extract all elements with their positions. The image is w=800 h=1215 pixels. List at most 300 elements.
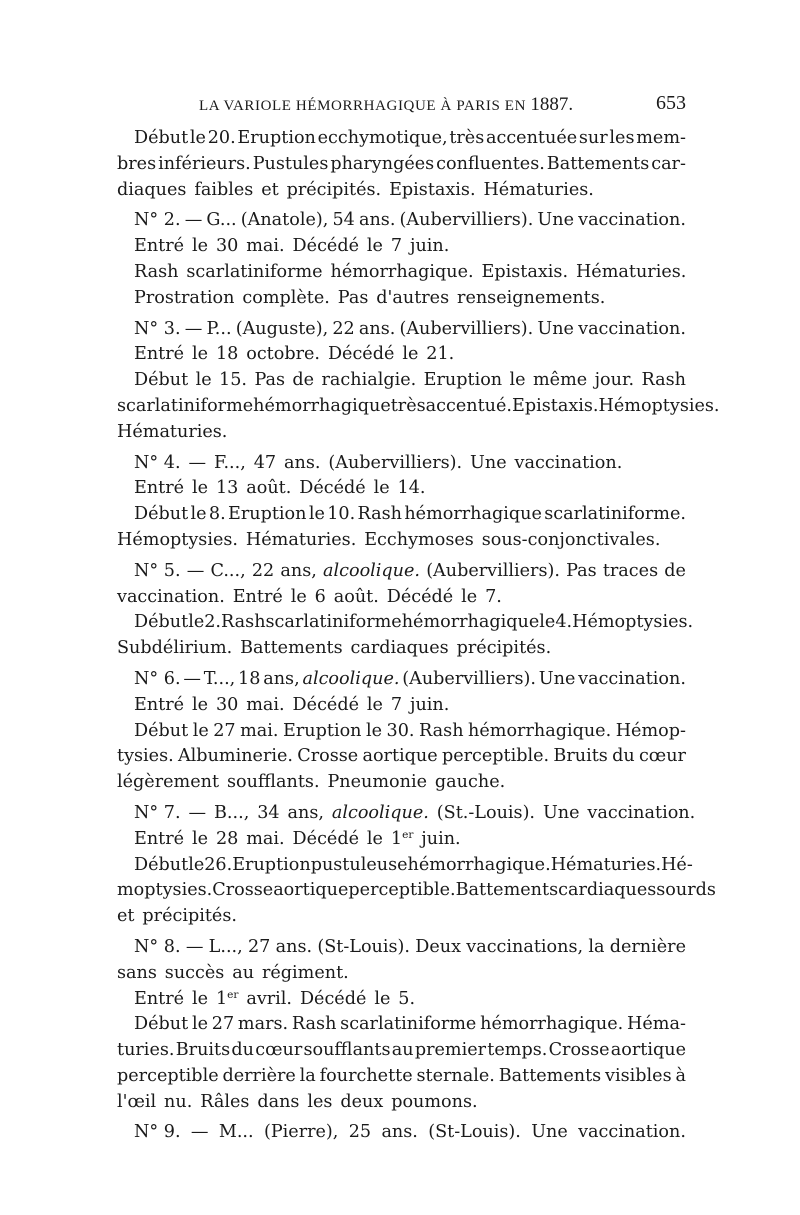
word: cœur <box>638 746 686 767</box>
word: alcoolique. <box>323 560 421 581</box>
text-line <box>117 286 686 312</box>
word: hémorrhagique. <box>407 854 551 875</box>
word: vaccination. <box>514 452 623 473</box>
word: Entré <box>134 344 185 365</box>
running-title-text: LA VARIOLE HÉMORRHAGIQUE À PARIS EN <box>199 98 526 114</box>
word: — <box>185 936 204 957</box>
word: hémorrhagique <box>253 395 391 416</box>
word: diaques <box>117 179 187 200</box>
word: vaccination. <box>578 668 686 689</box>
word: C..., <box>210 560 246 581</box>
running-title <box>199 94 573 116</box>
word: soufflants <box>303 1040 391 1061</box>
word: pustuleuse <box>310 854 408 875</box>
word: la <box>588 936 605 957</box>
word: Décédé <box>299 478 366 499</box>
word: Hématuries. <box>550 854 662 875</box>
word: aortique <box>610 1040 686 1061</box>
word: Début <box>134 720 189 741</box>
word: 47 <box>253 452 277 473</box>
word: Hématuries. <box>117 421 228 442</box>
word: faibles <box>194 179 254 200</box>
word: vaccination. <box>587 802 696 823</box>
word: 27 <box>213 720 236 741</box>
word: Début <box>134 1014 189 1035</box>
word: août. <box>333 586 379 607</box>
word: succès <box>164 962 225 983</box>
word: le <box>189 128 206 148</box>
word: 7 <box>390 694 403 715</box>
text-line <box>117 636 686 662</box>
word: inférieurs. <box>158 153 251 174</box>
word: N° 3. <box>134 318 181 339</box>
word: Eruption <box>423 370 503 391</box>
word: Bruits <box>553 746 608 767</box>
word: Rash <box>419 720 464 741</box>
word: (Aubervilliers). <box>426 560 560 581</box>
word: au <box>232 962 255 983</box>
text-line <box>117 178 686 204</box>
word: Début <box>134 854 189 875</box>
word: pharyngées <box>330 153 435 174</box>
text-line <box>117 904 686 930</box>
word: mem- <box>636 128 686 148</box>
word: mai. <box>240 720 279 741</box>
word: même <box>532 370 588 391</box>
word: alcoolique. <box>331 802 429 823</box>
word: traces <box>602 560 659 581</box>
body-text <box>117 126 720 1146</box>
word: Pas <box>254 370 286 391</box>
word: 30 <box>215 236 239 257</box>
word: T..., <box>203 668 236 689</box>
word: Pas <box>566 560 597 581</box>
word: perceptible. <box>348 880 456 901</box>
text-line <box>117 585 686 611</box>
word: Bruits <box>175 1040 231 1061</box>
word: 7 <box>390 236 403 257</box>
word: scarlatiniforme. <box>544 504 686 525</box>
text-line <box>117 234 686 260</box>
text-line <box>117 1090 686 1116</box>
word: cardiaques <box>350 638 449 659</box>
word: le <box>509 370 526 391</box>
text-line <box>117 1012 686 1038</box>
word: le <box>188 612 205 633</box>
word: Albuminerie. <box>177 746 293 767</box>
word: le <box>461 586 478 607</box>
word: Pas <box>337 287 369 308</box>
word: ecchymotique, <box>317 128 448 148</box>
text-line <box>117 610 694 636</box>
word: (St-Louis). <box>317 936 410 957</box>
word: Hé- <box>661 854 693 875</box>
word: la <box>299 1065 316 1086</box>
word: (Aubervilliers). <box>399 210 534 231</box>
text-line <box>117 878 716 904</box>
word: aortique <box>273 880 349 901</box>
word: 6 <box>314 586 326 607</box>
word: ans. <box>381 1122 418 1143</box>
word: Rash <box>641 370 686 391</box>
word: Hémoptysies. <box>117 529 238 550</box>
word: de <box>664 560 686 581</box>
text-line <box>117 502 686 528</box>
word: Rash <box>134 261 179 282</box>
word: — <box>190 1122 209 1143</box>
word: hémorrhagique. <box>480 1014 624 1035</box>
word: le <box>191 694 209 715</box>
case-heading-line <box>117 667 686 693</box>
word: Début <box>134 504 189 525</box>
word: turies. <box>117 1040 175 1061</box>
word: mai. <box>246 828 285 849</box>
word: 22 <box>251 560 275 581</box>
word: Battements <box>546 153 650 174</box>
word: gauche. <box>434 772 506 793</box>
word: scarlatiniforme <box>340 1014 477 1035</box>
word: sous-conjonctivales. <box>481 529 661 550</box>
word: le <box>191 478 209 499</box>
word: car- <box>651 153 686 174</box>
text-line <box>117 368 686 394</box>
word: précipités. <box>286 179 382 200</box>
word: juin. <box>421 828 461 849</box>
word: (St-Louis). <box>428 1122 521 1143</box>
word: dans <box>257 1091 300 1112</box>
word: vaccination. <box>578 1122 686 1143</box>
word: (Aubervilliers). <box>402 668 536 689</box>
word: M... <box>218 1122 254 1143</box>
word: le <box>191 988 209 1009</box>
word: Eruption <box>283 720 362 741</box>
word: août. <box>246 478 292 499</box>
case-heading-line <box>117 317 686 343</box>
text-line <box>117 260 686 286</box>
word: Hématuries. <box>245 529 357 550</box>
word: Pustules <box>252 153 329 174</box>
word: le <box>539 612 556 633</box>
word: fourchette <box>319 1065 413 1086</box>
word: 10. <box>327 504 356 525</box>
word: bres <box>117 153 157 174</box>
word: 15. <box>219 370 248 391</box>
word: ans, <box>263 668 300 689</box>
word: moptysies. <box>117 880 213 901</box>
word: 2. <box>204 612 222 633</box>
word: Début <box>134 128 189 148</box>
word: sternale. <box>416 1065 495 1086</box>
text-line <box>117 394 720 420</box>
word: Epistaxis. <box>389 179 476 200</box>
word: très <box>449 128 485 148</box>
word: Entré <box>134 988 185 1009</box>
word: P... <box>206 318 232 339</box>
word: scarlatiniforme <box>186 261 323 282</box>
word: 30. <box>386 720 415 741</box>
word: 26. <box>204 854 233 875</box>
word: Crosse <box>212 880 274 901</box>
text-line <box>117 420 686 446</box>
case-heading-line <box>117 1120 686 1146</box>
word: derrière <box>222 1065 296 1086</box>
word: Eruption <box>228 504 307 525</box>
text-line <box>117 719 686 745</box>
word: soufflants. <box>226 772 320 793</box>
word: 14. <box>397 478 426 499</box>
word: Crosse <box>297 746 359 767</box>
word: le <box>191 1014 208 1035</box>
word: le <box>192 720 209 741</box>
word: (Aubervilliers). <box>399 318 534 339</box>
word: 1er <box>215 988 239 1009</box>
word: ans, <box>280 560 317 581</box>
word: le <box>191 344 209 365</box>
word: (St.-Louis). <box>436 802 536 823</box>
word: 27 <box>247 936 271 957</box>
word: le <box>195 370 212 391</box>
word: ans. <box>275 936 313 957</box>
word: Rash <box>221 612 266 633</box>
word: Eruption <box>237 128 316 148</box>
word: Hémop- <box>615 720 686 741</box>
text-line <box>117 528 686 554</box>
word: et <box>117 906 135 927</box>
word: légèrement <box>117 772 220 793</box>
word: — <box>184 210 203 231</box>
word: Début <box>134 370 189 391</box>
case-heading-line <box>117 451 686 477</box>
word: Une <box>537 318 574 339</box>
word: juin. <box>409 694 450 715</box>
word: le <box>402 344 419 365</box>
word: cardiaques <box>558 880 657 901</box>
word: l'œil <box>117 1091 157 1112</box>
word: très <box>390 395 426 416</box>
word: mai. <box>246 694 285 715</box>
word: mai. <box>246 236 285 257</box>
word: 30 <box>215 694 239 715</box>
word: N° 5. <box>134 560 181 581</box>
word: renseignements. <box>457 287 606 308</box>
word: 21. <box>426 344 455 365</box>
word: Epistaxis. <box>481 261 569 282</box>
word: le <box>366 236 383 257</box>
word: — <box>184 318 203 339</box>
word: Entré <box>134 478 185 499</box>
word: N° 4. <box>134 452 181 473</box>
word: Subdélirium. <box>117 638 233 659</box>
word: — <box>186 560 205 581</box>
word: N° 8. <box>134 936 181 957</box>
text-line <box>117 126 686 152</box>
word: hémorrhagique. <box>330 261 474 282</box>
word: accentué. <box>425 395 513 416</box>
case-heading-line <box>117 935 686 961</box>
word: précipités. <box>142 906 237 927</box>
word: (Auguste), <box>235 318 329 339</box>
word: 27 <box>211 1014 235 1035</box>
word: sourds <box>656 880 716 901</box>
word: 18 <box>238 668 261 689</box>
word: Une <box>538 668 576 689</box>
word: Râles <box>200 1091 250 1112</box>
word: perceptible. <box>441 746 550 767</box>
word: vaccination. <box>578 210 686 231</box>
word: Hématuries. <box>575 261 687 282</box>
word: Décédé <box>327 344 395 365</box>
word: rachialgie. <box>321 370 417 391</box>
word: visibles <box>605 1065 672 1086</box>
word: ans. <box>358 210 396 231</box>
word: 54 <box>332 210 355 231</box>
word: Entré <box>134 694 185 715</box>
word: Rash <box>291 1014 337 1035</box>
word: Entré <box>232 586 283 607</box>
word: — <box>188 802 207 823</box>
word: nu. <box>164 1091 193 1112</box>
word: 1er <box>390 828 414 849</box>
word: le <box>188 854 205 875</box>
word: N° 6. <box>134 668 181 689</box>
word: 28 <box>215 828 239 849</box>
word: dernière <box>609 936 686 957</box>
word: N° 2. <box>134 210 181 231</box>
text-line <box>117 853 693 879</box>
word: précipités. <box>456 638 552 659</box>
word: Une <box>470 452 507 473</box>
word: — <box>183 668 201 689</box>
word: octobre. <box>246 344 321 365</box>
word: vaccination. <box>578 318 686 339</box>
word: 5. <box>398 988 416 1009</box>
word: 25 <box>348 1122 372 1143</box>
word: deux <box>340 1091 384 1112</box>
word: 34 <box>257 802 280 823</box>
word: N° 9. <box>134 1122 181 1143</box>
word: le <box>366 720 383 741</box>
word: avril. <box>246 988 293 1009</box>
word: ans, <box>287 802 324 823</box>
word: Rash <box>357 504 402 525</box>
word: Battements <box>240 638 343 659</box>
text-line <box>117 770 686 796</box>
word: le <box>191 828 209 849</box>
word: L..., <box>208 936 243 957</box>
word: poumons. <box>391 1091 478 1112</box>
word: Deux <box>415 936 462 957</box>
word: Pneumonie <box>327 772 428 793</box>
word: sans <box>117 962 157 983</box>
word: le <box>308 504 325 525</box>
text-line <box>117 342 686 368</box>
word: d'autres <box>376 287 450 308</box>
word: Battements <box>455 880 559 901</box>
word: cœur <box>255 1040 303 1061</box>
word: perceptible <box>117 1065 219 1086</box>
word: 7. <box>485 586 502 607</box>
word: Ecchymoses <box>364 529 474 550</box>
word: Décédé <box>386 586 454 607</box>
word: au <box>391 1040 414 1061</box>
word: ans. <box>284 452 321 473</box>
word: Entré <box>134 236 185 257</box>
word: (Anatole), <box>240 210 329 231</box>
word: le <box>366 694 383 715</box>
text-line <box>117 1064 686 1090</box>
word: et <box>261 179 279 200</box>
word: 8. <box>208 504 226 525</box>
text-line <box>117 744 686 770</box>
word: du <box>231 1040 254 1061</box>
word: 13 <box>215 478 239 499</box>
book-page <box>117 92 720 1146</box>
word: à <box>675 1065 686 1086</box>
word: juin. <box>409 236 450 257</box>
word: alcoolique. <box>302 668 400 689</box>
word: premier <box>414 1040 487 1061</box>
word: Héma- <box>627 1014 686 1035</box>
word: Décédé <box>292 236 360 257</box>
word: 4. <box>555 612 573 633</box>
case-heading-line <box>117 559 686 585</box>
word: hémorrhagique <box>401 612 540 633</box>
text-line <box>117 693 686 719</box>
word: temps. <box>487 1040 548 1061</box>
text-line <box>117 961 686 987</box>
word: (Pierre), <box>263 1122 339 1143</box>
word: 22 <box>332 318 355 339</box>
word: Hématuries. <box>483 179 594 200</box>
word: aortique <box>362 746 438 767</box>
word: (Aubervilliers). <box>328 452 463 473</box>
text-line <box>117 1038 686 1064</box>
word: Battements <box>498 1065 602 1086</box>
word: complète. <box>242 287 330 308</box>
word: le <box>190 504 207 525</box>
word: hémorrhagique <box>404 504 542 525</box>
word: Une <box>542 802 580 823</box>
word: F..., <box>213 452 246 473</box>
word: B..., <box>213 802 250 823</box>
word: scarlatiniforme <box>117 395 254 416</box>
case-heading-line <box>117 801 696 827</box>
word: mars. <box>237 1014 289 1035</box>
word: vaccinations, <box>466 936 584 957</box>
word: 20. <box>207 128 236 148</box>
word: du <box>612 746 635 767</box>
word: N° 7. <box>134 802 181 823</box>
text-line <box>117 827 686 853</box>
word: accentuée <box>485 128 578 148</box>
word: confluentes. <box>436 153 545 174</box>
word: Une <box>531 1122 568 1143</box>
word: tysies. <box>117 746 174 767</box>
word: le <box>366 828 383 849</box>
text-line <box>117 987 686 1013</box>
word: Entré <box>134 828 185 849</box>
page-number: 653 <box>656 92 686 114</box>
word: Décédé <box>299 988 367 1009</box>
word: jour. <box>594 370 635 391</box>
word: scarlatiniforme <box>265 612 402 633</box>
word: le <box>290 586 307 607</box>
word: 18 <box>215 344 239 365</box>
text-line <box>117 476 686 502</box>
word: les <box>307 1091 333 1112</box>
text-line <box>117 152 686 178</box>
word: sur <box>578 128 608 148</box>
